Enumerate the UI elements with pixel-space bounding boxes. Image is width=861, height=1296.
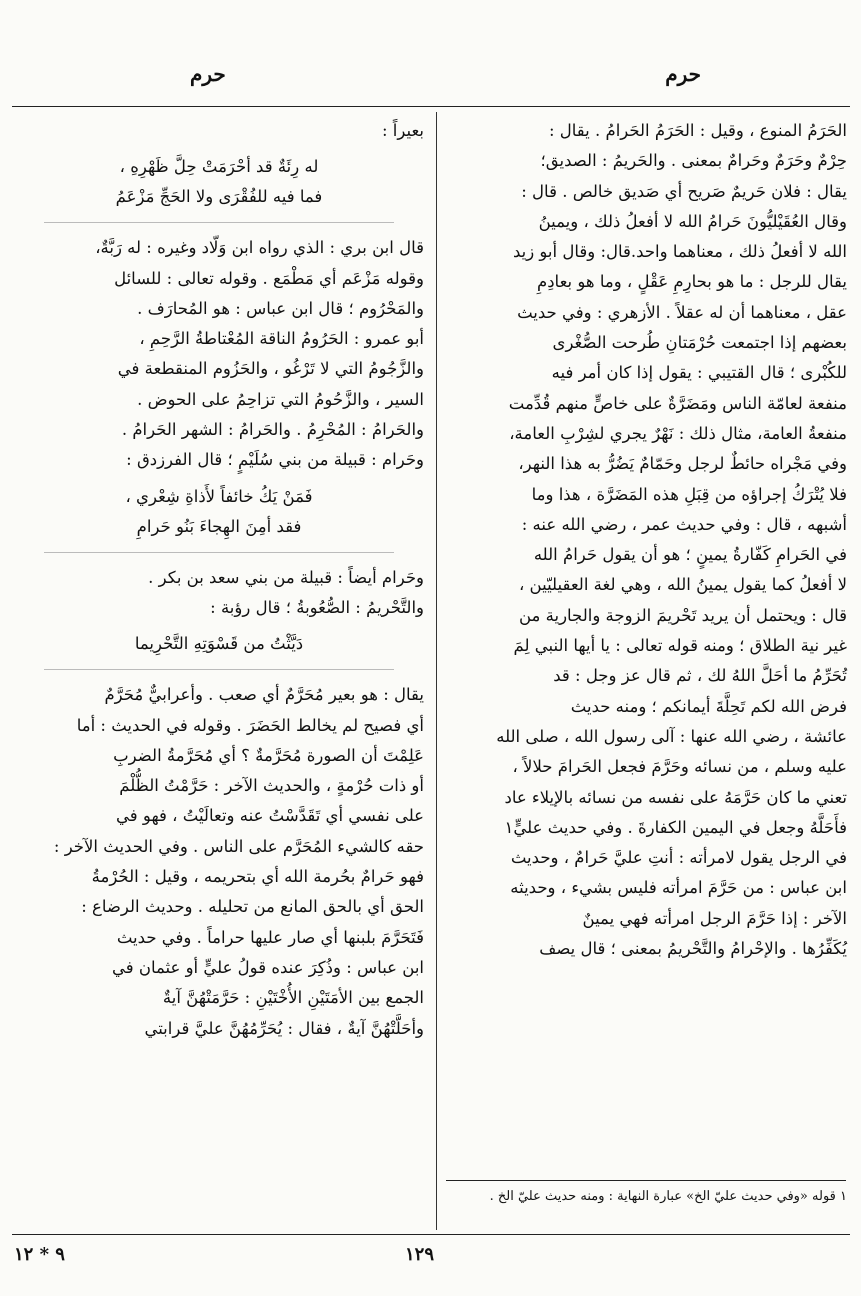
text-line: في الرجل يقول لامرأته : أنتِ عليَّ حَرامٌ ، وحديث [510, 848, 847, 868]
text-line: يقال للرجل : ما هو بحارِمِ عَقْلٍ ، وما هو بعادِمِ [536, 272, 847, 292]
column-divider [436, 112, 437, 1230]
text-line: عقل ، معناهما أن له عقلاً . الأزهري : وفي حديث [517, 302, 847, 322]
text-line: على نفسي أي تَقَدَّسْتُ عنه وتعالَيْتُ ، فهو في [116, 806, 424, 826]
text-line: وفي مَجْراه حائطٌ لرجل وحَمّامٌ يَضُرُّ به هذا النهر، [518, 454, 847, 474]
text-line: عائشة ، رضي الله عنها : آلى رسول الله ، صلى الله [496, 726, 847, 746]
text-line: حقه كالشيء المُحَرَّم على الناس . وفي الحديث الآخر : [53, 836, 424, 856]
verse-line: له رِئَةٌ قد أحْرَمَتْ حِلَّ ظَهْرِهِ ، [119, 157, 319, 177]
footer-rule [12, 1234, 850, 1235]
text-line: الله لا أفعلُ ذلك ، معناهما واحد.قال: وقال أبو زيد [512, 242, 847, 262]
header-rule [12, 106, 850, 107]
text-line: منفعةُ العامة، مثال ذلك : نَهْرٌ يجري لشِرْبِ العامة، [509, 423, 847, 443]
verse-line: فَمَنْ يَكُ خائفاً لأَذاةِ شِعْري ، [125, 486, 313, 506]
text-line: وقال العُقَيْليُّونَ حَرامُ الله لا أفعلُ ذلك ، ويمينُ [538, 211, 847, 231]
text-line: أو ذات حُرْمةٍ ، والحديث الآخر : حَرَّمْتُ الظُّلْمَ [119, 776, 424, 796]
text-line: وحَرام : قبيلة من بني سُلَيْمٍ ؛ قال الفرزدق : [126, 450, 424, 470]
divider [44, 552, 394, 553]
text-line: ابن عباس : من حَرَّمَ امرأته فليس بشيء ، وحديثه [510, 878, 847, 898]
text-line: فهو حَرامٌ بحُرمة الله أي بتحريمه ، وقيل : الحُرْمةُ [91, 867, 424, 887]
text-line: الآخر : إذا حَرَّمَ الرجل امرأته فهي يمينٌ [582, 908, 847, 928]
text-line: السير ، والزَّحُومُ التي تزاحِمُ على الحوض . [137, 389, 424, 409]
text-line: وأحَلَّتْهُنَّ آيةٌ ، فقال : يُحَرِّمُهُنَّ عليَّ قرابتي [144, 1018, 424, 1038]
text-line: فرض الله لكم تَحِلَّةَ أيمانكم ؛ ومنه حديث [570, 696, 847, 716]
text-line: يُكَفِّرُها . والإحْرامُ والتَّحْريمُ بمعنى ؛ قال يصف [539, 939, 847, 959]
text-line: والتَّحْريمُ : الصُّعُوبةُ ؛ قال رؤبة : [210, 597, 424, 617]
running-head-right: حرم [665, 62, 701, 86]
text-line: أبو عمرو : الحَرُومُ الناقة المُعْتاطةُ الرَّحِمِ ، [139, 329, 424, 349]
text-line: والمَحْرُوم ؛ قال ابن عباس : هو المُحارَف . [137, 298, 424, 318]
text-line: فَتَحَرَّمَ بلبنها أي صار عليها حراماً . وفي حديث [116, 927, 424, 947]
verse-line: فما فيه للفُقْرَى ولا الحَجِّ مَزْعَمُ [115, 187, 323, 207]
text-line: منفعة لعامّة الناس ومَضَرَّةٌ على خاصٍّ منهم قُدِّمت [508, 393, 847, 413]
text-line: بعضهم إذا اجتمعت حُرْمَتانِ طُرحت الصُّغْرى [552, 333, 847, 353]
text-line: في الحَرامِ كَفّارةُ يمينٍ ؛ هو أن يقول حَرامُ الله [533, 545, 847, 565]
text-line: يقال : فلان حَريمٌ صَريح أي صَديق خالص . قال : [521, 181, 847, 201]
text-line: أي فصيح لم يخالط الحَضَرَ . وقوله في الحديث : أما [76, 715, 424, 735]
text-line: الجمع بين الأمَتَيْنِ الأُخْتَيْنِ : حَرَّمَتْهُنَّ آيةٌ [162, 988, 424, 1008]
text-line: فأَحَلَّهُ وجعل في اليمين الكفارةَ . وفي حديث عليٍّ١ [504, 817, 847, 837]
footnote: ١ قوله «وفي حديث عليّ الخ» عبارة النهاية : ومنه حديث عليّ الخ . [489, 1189, 847, 1204]
text-line: قال ابن بري : الذي رواه ابن وَلّاد وغيره : له رَبَّةٌ، [95, 238, 424, 258]
intro-line: بعيراً : [381, 121, 424, 140]
running-head-left: حرم [190, 62, 226, 86]
text-line: والحَرامُ : المُحْرِمُ . والحَرامُ : الشهر الحَرامُ . [121, 420, 424, 440]
text-line: وحَرام أيضاً : قبيلة من بني سعد بن بكر . [148, 567, 424, 587]
text-line: فلا يُتْرَكُ إجراؤه من قِبَلِ هذه المَضَرَّة ، هذا وما [531, 484, 847, 504]
verse-line: فقد أمِنَ الهِجاءَ بَنُو حَرامِ [136, 516, 302, 536]
text-line: أشبهه ، قال : وفي حديث عمر ، رضي الله عنه : [521, 514, 847, 534]
text-line: للكُبْرى ؛ قال القتيبي : يقول إذا كان أمر فيه [551, 363, 847, 383]
text-line: وقوله مَزْعَم أي مَطْمَع . وقوله تعالى : للسائل [114, 268, 424, 288]
text-line: عَلِمْتَ أن الصورة مُحَرَّمةٌ ؟ أي مُحَرَّمةُ الضربِ [113, 745, 424, 765]
verse-line: دَيَّثْتُ من قَسْوَتِهِ التَّحْرِيما [134, 634, 304, 654]
left-column [14, 116, 424, 1044]
verse-block [14, 629, 424, 659]
footnote-rule [446, 1180, 846, 1181]
page-number: ١٢٩ [405, 1244, 435, 1265]
text-line: قال : ويحتمل أن يريد تَحْريمَ الزوجة والجارية من [518, 605, 847, 625]
text-line: حِرْمٌ وحَرَمٌ وحَرامٌ بمعنى . والحَريمُ : الصديق؛ [540, 151, 847, 171]
text-line: والزَّجُومُ التي لا تَرْغُو ، والحَزُوم المنقطعة في [117, 359, 424, 379]
text-line: لا أفعلُ كما يقول يمينُ الله ، وهي لغة العقيليّين ، [518, 575, 847, 595]
text-line: عليه وسلم ، من نسائه وحَرَّمَ فجعل الحَرامَ حلالاً ، [512, 757, 847, 777]
verse-block [14, 482, 424, 542]
text-line: غير نية الطلاق ؛ ومنه قوله تعالى : يا أيها النبي لِمَ [513, 636, 847, 656]
text-line: الحق أي بالحق المانع من تحليله . وحديث الرضاع : [81, 897, 424, 917]
text-line: ابن عباس : وذُكِرَ عنده قولُ عليٍّ أو عثمان في [111, 957, 424, 977]
verse-block [14, 152, 424, 212]
text-line: الحَرَمُ المنوع ، وقيل : الحَرَمُ الحَرامُ . يقال : [548, 121, 847, 140]
signature-mark: ٩ * ١٢ [14, 1244, 65, 1265]
text-line: تعني ما كان حَرَّمَهُ على نفسه من نسائه بالإيلاء عاد [504, 787, 847, 807]
page-header [0, 62, 861, 102]
divider [44, 669, 394, 670]
text-line: يقال : هو بعير مُحَرَّمٌ أي صعب . وأعرابيٌّ مُحَرَّمٌ [104, 685, 424, 705]
text-line: تُحَرِّمُ ما أحَلَّ اللهُ لك ، ثم قال عز وجل : قد [553, 666, 847, 686]
right-column [439, 116, 847, 964]
divider [44, 222, 394, 223]
